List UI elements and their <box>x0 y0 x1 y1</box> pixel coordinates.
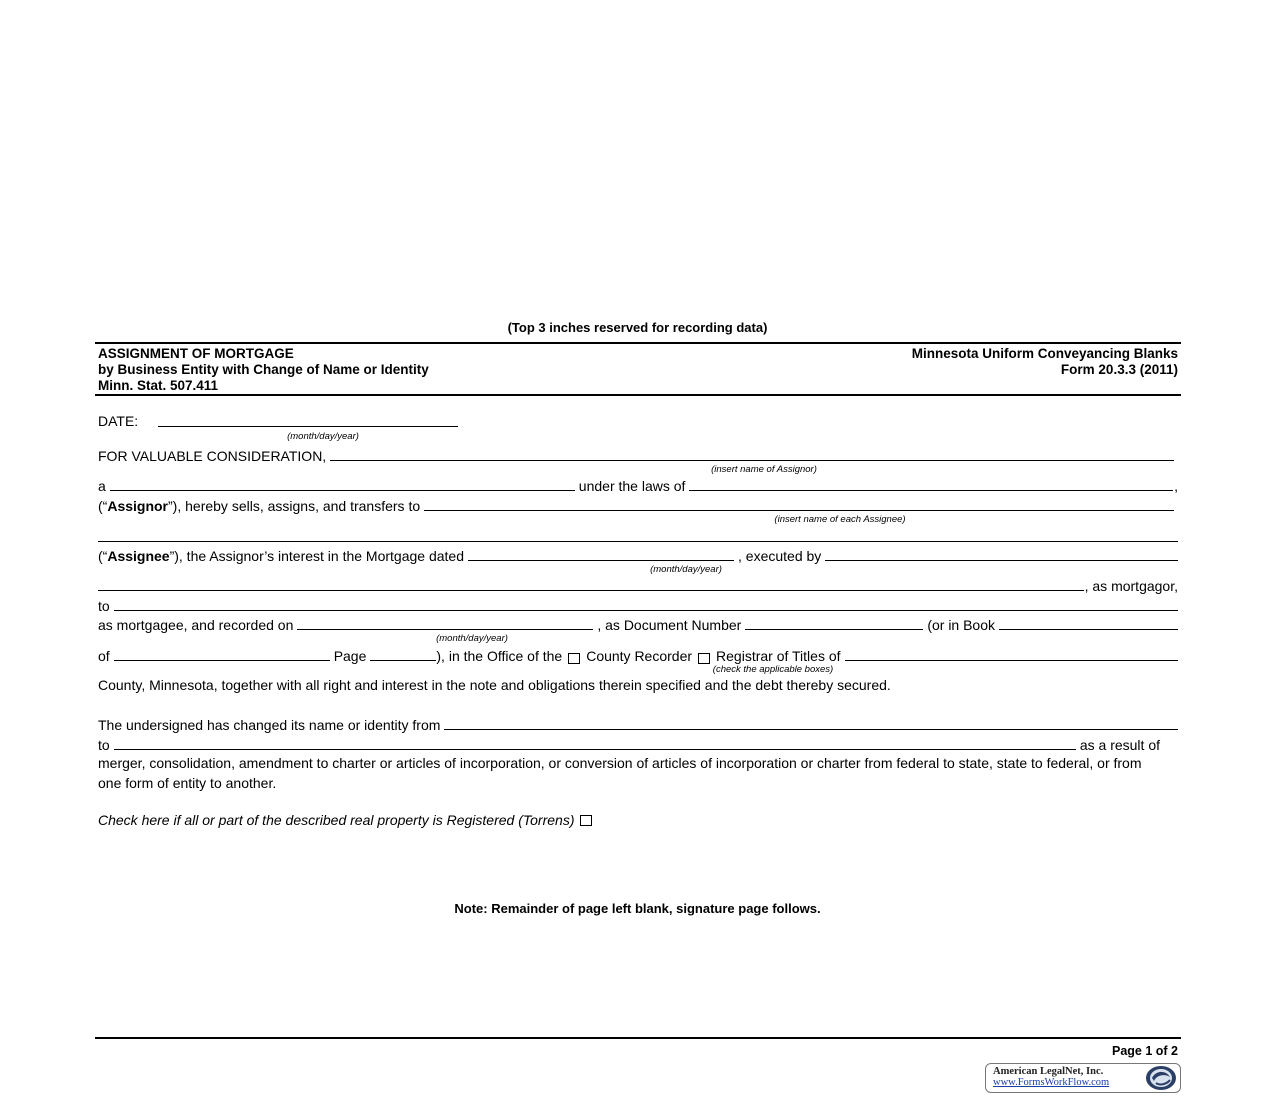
torrens-row <box>98 812 598 828</box>
recorded-on-label: as mortgagee, and recorded on <box>98 617 294 633</box>
book-label: (or in Book <box>927 617 996 633</box>
publisher-logo <box>985 1063 1181 1093</box>
assignor-caption: (insert name of Assignor) <box>711 464 817 475</box>
blanks-name: Minnesota Uniform Conveyancing Blanks <box>911 346 1178 361</box>
entity-laws-label: under the laws of <box>578 478 686 494</box>
county-recorder-label: County Recorder <box>586 648 693 664</box>
office-row <box>98 646 1178 664</box>
recording-date-field[interactable] <box>297 629 593 630</box>
assignor-name-field[interactable] <box>330 460 1174 461</box>
assignee-name-field-2[interactable] <box>98 541 1178 542</box>
book-of-field[interactable] <box>114 660 330 661</box>
globe-icon <box>1144 1065 1178 1091</box>
county-clause: County, Minnesota, together with all right and interest in the note and obligations therein specified and the debt thereby secured. <box>98 677 891 693</box>
remainder-note: Note: Remainder of page left blank, signature page follows. <box>454 901 821 916</box>
form-number: Form 20.3.3 (2011) <box>1060 362 1178 377</box>
date-caption: (month/day/year) <box>287 431 359 442</box>
assignee-term: Assignee <box>107 548 170 564</box>
county-name-field[interactable] <box>845 660 1178 661</box>
torrens-checkbox[interactable] <box>580 815 592 826</box>
consideration-label: FOR VALUABLE CONSIDERATION, <box>98 448 327 464</box>
date-field[interactable] <box>158 426 458 427</box>
book-field[interactable] <box>999 629 1178 630</box>
mortgagee-name-field[interactable] <box>114 610 1178 611</box>
registrar-label: Registrar of Titles of <box>716 648 841 664</box>
mortgagor-name-field[interactable] <box>825 560 1178 561</box>
entity-suffix: , <box>1174 478 1178 494</box>
assignee-open-quote: (“ <box>98 548 108 564</box>
mortgagor-label: , as mortgagor, <box>1084 578 1178 594</box>
mortgage-date-caption: (month/day/year) <box>650 564 722 575</box>
header-top-rule <box>95 342 1181 344</box>
name-change-from-label: The undersigned has changed its name or identity from <box>98 717 441 733</box>
assignor-transfer-text: ”), hereby sells, assigns, and transfers to <box>168 498 421 514</box>
publisher-url[interactable]: www.FormsWorkFlow.com <box>993 1077 1110 1088</box>
office-caption: (check the applicable boxes) <box>712 664 834 675</box>
office-label: ), in the Office of the <box>436 648 563 664</box>
jurisdiction-field[interactable] <box>689 490 1173 491</box>
to-label: to <box>98 598 110 614</box>
assignee-interest-text: ”), the Assignor’s interest in the Mortgage dated <box>169 548 465 564</box>
new-name-field[interactable] <box>114 749 1076 750</box>
assignee-row <box>98 546 1178 564</box>
registrar-checkbox[interactable] <box>698 653 710 664</box>
recording-note: (Top 3 inches reserved for recording data) <box>507 320 768 335</box>
consideration-row <box>98 446 1178 464</box>
form-subtitle: by Business Entity with Change of Name or Identity <box>98 362 429 377</box>
recording-date-caption: (month/day/year) <box>436 633 508 644</box>
assignor-term: Assignor <box>107 498 169 514</box>
document-number-field[interactable] <box>745 629 923 630</box>
header-bottom-rule <box>95 394 1181 396</box>
page-label: Page <box>333 648 367 664</box>
torrens-label: Check here if all or part of the described real property is Registered (Torrens) <box>98 812 575 828</box>
document-number-label: , as Document Number <box>597 617 742 633</box>
result-of-label: as a result of <box>1079 737 1160 753</box>
entity-type-field[interactable] <box>110 490 575 491</box>
mortgagor-name-field-2[interactable] <box>98 590 1084 591</box>
page-field[interactable] <box>370 660 436 661</box>
footer-rule <box>95 1037 1181 1039</box>
page-number: Page 1 of 2 <box>1112 1044 1178 1058</box>
county-recorder-checkbox[interactable] <box>568 653 580 664</box>
name-change-row <box>98 715 1178 733</box>
publisher-name: American LegalNet, Inc. <box>993 1066 1104 1077</box>
name-change-paragraph: merger, consolidation, amendment to charter or articles of incorporation, or conversion of articles of incorporation or charter from federal to state, state to federal, or from one form of entity to another. <box>98 755 1142 791</box>
of-label: of <box>98 648 110 664</box>
form-title: ASSIGNMENT OF MORTGAGE <box>98 346 294 361</box>
form-statute: Minn. Stat. 507.411 <box>98 378 219 393</box>
entity-prefix: a <box>98 478 106 494</box>
mortgagee-row <box>98 596 1178 614</box>
assignee-name-field[interactable] <box>424 510 1174 511</box>
assignee-caption: (insert name of each Assignee) <box>774 514 906 525</box>
recording-row <box>98 615 1178 633</box>
name-change-to-label: to <box>98 737 110 753</box>
former-name-field[interactable] <box>444 729 1178 730</box>
assignor-row <box>98 496 1178 514</box>
assignor-open-quote: (“ <box>98 498 108 514</box>
mortgagor-row <box>98 576 1178 594</box>
mortgage-date-field[interactable] <box>468 560 734 561</box>
entity-row <box>98 476 1178 494</box>
executed-by-label: , executed by <box>738 548 822 564</box>
new-name-row <box>98 735 1160 753</box>
date-label: DATE: <box>98 413 139 429</box>
